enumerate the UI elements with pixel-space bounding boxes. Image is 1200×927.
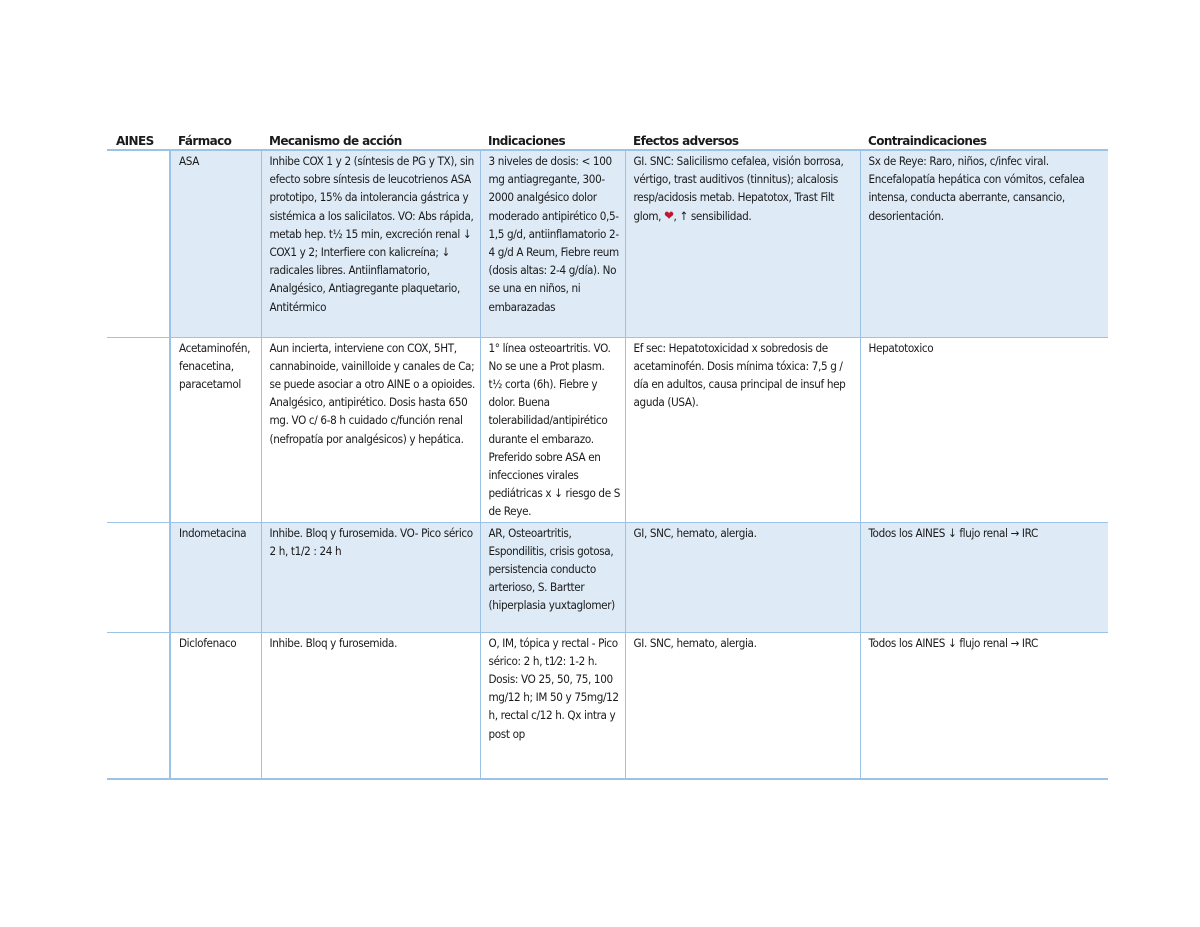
cell-farmaco: Diclofenaco — [170, 632, 261, 779]
cell-efectos: GI, SNC, hemato, alergia. — [625, 522, 860, 632]
cell-efectos: Ef sec: Hepatotoxicidad x sobredosis de acetaminofén. Dosis mínima tóxica: 7,5 g / día en adultos, causa principal de insuf hep aguda (USA). — [625, 337, 860, 522]
efectos-text-tail: , ↑ sensibilidad. — [673, 208, 752, 223]
cell-mecanismo: Aun incierta, interviene con COX, 5HT, cannabinoide, vainilloide y canales de Ca; se puede asociar a otro AINE o a opioides. Analgésico, antipirético. Dosis hasta 650 mg. VO c/ 6-8 h cuidado c/función renal (nefropatía por analgésicos) y hepática. — [261, 337, 480, 522]
cell-efectos — [625, 150, 860, 337]
header-indicaciones: Indicaciones — [480, 128, 625, 150]
cell-farmaco: Indometacina — [170, 522, 261, 632]
cell-indicaciones: AR, Osteoartritis, Espondilitis, crisis gotosa, persistencia conducto arterioso, S. Bartter (hiperplasia yuxtaglomer) — [480, 522, 625, 632]
efectos-text: GI. SNC: Salicilismo cefalea, visión borrosa, vértigo, trast auditivos (tinnitus); alcalosis resp/acidosis metab. Hepatotox, Trast Filt glom, — [633, 154, 844, 223]
aines-table — [107, 128, 1108, 780]
cell-efectos: GI. SNC, hemato, alergia. — [625, 632, 860, 779]
row-lead-cell — [107, 632, 170, 779]
cell-contraindicaciones: Hepatotoxico — [860, 337, 1108, 522]
header-contraindicaciones: Contraindicaciones — [860, 128, 1108, 150]
header-mecanismo: Mecanismo de acción — [261, 128, 480, 150]
table-row — [107, 150, 1108, 337]
row-lead-cell — [107, 150, 170, 337]
table-row — [107, 337, 1108, 522]
header-farmaco: Fármaco — [170, 128, 261, 150]
table-header-row — [107, 128, 1108, 150]
cell-contraindicaciones: Todos los AINES ↓ flujo renal → IRC — [860, 522, 1108, 632]
cell-contraindicaciones: Todos los AINES ↓ flujo renal → IRC — [860, 632, 1108, 779]
table-row — [107, 632, 1108, 779]
row-lead-cell — [107, 337, 170, 522]
cell-mecanismo: Inhibe. Bloq y furosemida. — [261, 632, 480, 779]
cell-farmaco: Acetaminofén, fenacetina, paracetamol — [170, 337, 261, 522]
cell-farmaco: ASA — [170, 150, 261, 337]
cell-mecanismo: Inhibe COX 1 y 2 (síntesis de PG y TX), sin efecto sobre síntesis de leucotrienos ASA prototipo, 15% da intolerancia gástrica y sistémica a los salicilatos. VO: Abs rápida, metab hep. t½ 15 min, excreción renal ↓ COX1 y 2; Interfiere con kalicreína; ↓ radicales libres. Antiinflamatorio, Analgésico, Antiagregante plaquetario, Antitérmico — [261, 150, 480, 337]
header-efectos: Efectos adversos — [625, 128, 860, 150]
cell-indicaciones: O, IM, tópica y rectal - Pico sérico: 2 h, t1⁄2: 1-2 h. Dosis: VO 25, 50, 75, 100 mg/12 h; IM 50 y 75mg/12 h, rectal c/12 h. Qx intra y post op — [480, 632, 625, 779]
cell-indicaciones: 3 niveles de dosis: < 100 mg antiagregante, 300-2000 analgésico dolor moderado antipirético 0,5-1,5 g/d, antiinflamatorio 2-4 g/d A Reum, Fiebre reum (dosis altas: 2-4 g/día). No se una en niños, ni embarazadas — [480, 150, 625, 337]
table-row — [107, 522, 1108, 632]
heart-icon: ❤ — [664, 208, 674, 224]
cell-indicaciones: 1° línea osteoartritis. VO. No se une a Prot plasm. t½ corta (6h). Fiebre y dolor. Buena tolerabilidad/antipirético durante el embarazo. Preferido sobre ASA en infecciones virales pediátricas x ↓ riesgo de S de Reye. — [480, 337, 625, 522]
row-lead-cell — [107, 522, 170, 632]
header-aines: AINES — [107, 128, 170, 150]
cell-contraindicaciones: Sx de Reye: Raro, niños, c/infec viral. Encefalopatía hepática con vómitos, cefalea intensa, conducta aberrante, cansancio, desorientación. — [860, 150, 1108, 337]
cell-mecanismo: Inhibe. Bloq y furosemida. VO- Pico sérico 2 h, t1/2 : 24 h — [261, 522, 480, 632]
